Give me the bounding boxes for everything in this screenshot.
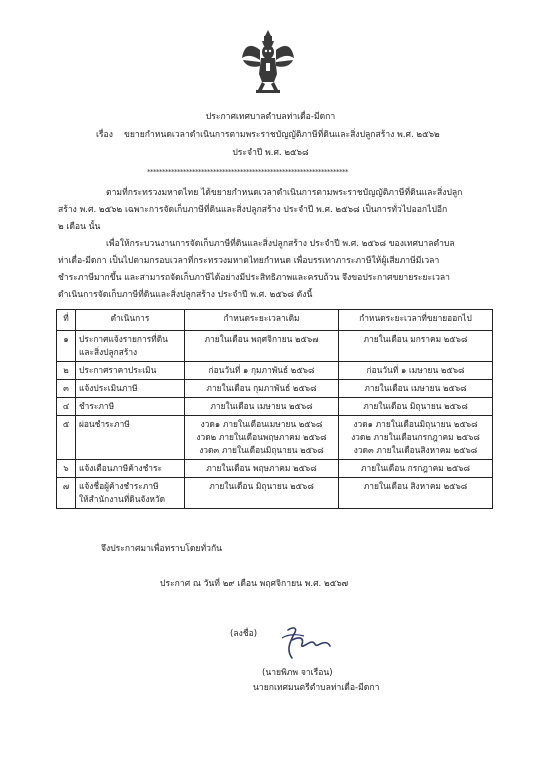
table-row (57, 362, 493, 380)
cell-line: งวด๒ ภายในเดือนกรกฎาคม ๒๕๖๘ (351, 432, 480, 442)
paragraph-1 (58, 185, 488, 236)
cell-line: งวด๓ ภายในเดือนมิถุนายน ๒๕๖๘ (199, 445, 324, 455)
handwritten-signature (278, 624, 332, 664)
paragraph-line: ชำระภาษีมากขึ้น และสามารถจัดเก็บภาษีได้อย่างมีประสิทธิภาพและครบถ้วน จึงขอประกาศขยายระยะเวลา (58, 273, 450, 283)
table-row (57, 331, 493, 362)
column-header-no: ที่ (57, 310, 76, 331)
row-action (76, 416, 185, 460)
row-number (57, 380, 76, 398)
cell-line: ภายในเดือน เมษายน ๒๕๖๘ (364, 383, 467, 393)
paragraph-line: ดำเนินการจัดเก็บภาษีที่ดินและสิ่งปลูกสร้าง ประจำปี พ.ศ. ๒๕๖๘ ดังนี้ (58, 290, 313, 300)
document-subject: ขยายกำหนดเวลาดำเนินการตามพระราชบัญญัติภาษีที่ดินและสิ่งปลูกสร้าง พ.ศ. ๒๕๖๒ (124, 130, 440, 140)
signed-label: (ลงชื่อ) (230, 629, 258, 639)
row-action (76, 398, 185, 416)
table-header-row (57, 310, 493, 331)
subject-label: เรื่อง (96, 130, 113, 140)
row-action (76, 380, 185, 398)
column-header-extended: กำหนดระยะเวลาที่ขยายออกไป (339, 310, 493, 331)
row-original-deadline (185, 380, 339, 398)
cell-line: ภายในเดือน เมษายน ๒๕๖๘ (210, 401, 313, 411)
cell-line: ภายในเดือน มิถุนายน ๒๕๖๘ (209, 481, 314, 491)
table-row (57, 398, 493, 416)
cell-line: ๗ (62, 481, 70, 491)
row-action (76, 331, 185, 362)
cell-line: ภายในเดือน สิงหาคม ๒๕๖๘ (363, 481, 468, 491)
cell-line: งวด๑ ภายในเดือนมิถุนายน ๒๕๖๘ (353, 419, 478, 429)
row-action (76, 478, 185, 509)
separator: ******************************************************************* (147, 168, 348, 176)
row-extended-deadline (339, 362, 493, 380)
row-original-deadline (185, 478, 339, 509)
row-number (57, 362, 76, 380)
garuda-emblem-icon (240, 28, 296, 98)
cell-line: ประกาศราคาประเมิน (79, 365, 157, 375)
cell-line: ๒ (63, 365, 69, 375)
table-row (57, 460, 493, 478)
cell-line: ภายในเดือน พฤศจิกายน ๒๕๖๗ (204, 334, 319, 344)
cell-line: ภายในเดือน มกราคม ๒๕๖๘ (363, 334, 468, 344)
cell-line: ผ่อนชำระภาษี (79, 419, 130, 429)
row-original-deadline (185, 416, 339, 460)
document-org: ประกาศเทศบาลตำบลท่าเดื่อ-มีดกา (205, 112, 336, 122)
cell-line: ให้สำนักงานที่ดินจังหวัด (79, 494, 166, 504)
cell-line: และสิ่งปลูกสร้าง (79, 347, 138, 357)
table-row (57, 478, 493, 509)
row-original-deadline (185, 460, 339, 478)
cell-line: งวด๓ ภายในเดือนสิงหาคม ๒๕๖๘ (353, 445, 478, 455)
cell-line: งวด๒ ภายในเดือนพฤษภาคม ๒๕๖๘ (196, 432, 327, 442)
row-action (76, 460, 185, 478)
paragraph-line: ท่าเดื่อ-มีดกา เป็นไปตามกรอบเวลาที่กระทรวงมหาดไทยกำหนด เพื่อบรรเทาภาระภาษีให้ผู้เสียภาษีมีเวลา (58, 256, 440, 266)
cell-line: แจ้งประเมินภาษี (79, 383, 138, 393)
row-extended-deadline (339, 460, 493, 478)
cell-line: ภายในเดือน กรกฎาคม ๒๕๖๘ (360, 463, 471, 473)
paragraph-line: เพื่อให้กระบวนงานการจัดเก็บภาษีที่ดินและสิ่งปลูกสร้าง ประจำปี พ.ศ. ๒๕๖๘ ของเทศบาลตำบล (106, 239, 455, 249)
row-original-deadline (185, 398, 339, 416)
row-number (57, 331, 76, 362)
column-header-original: กำหนดระยะเวลาเดิม (185, 310, 339, 331)
column-header-action: ดำเนินการ (76, 310, 185, 331)
document-year: ประจำปี พ.ศ. ๒๕๖๘ (232, 148, 309, 158)
cell-line: งวด๑ ภายในเดือนเมษายน ๒๕๖๘ (200, 419, 323, 429)
cell-line: ภายในเดือน กุมภาพันธ์ ๒๕๖๘ (206, 383, 317, 393)
cell-line: แจ้งชื่อผู้ค้างชำระภาษี (79, 481, 159, 491)
cell-line: ๑ (63, 334, 69, 344)
row-extended-deadline (339, 398, 493, 416)
row-original-deadline (185, 362, 339, 380)
cell-line: ประกาศแจ้งรายการที่ดิน (79, 334, 168, 344)
cell-line: ๓ (63, 383, 69, 393)
row-extended-deadline (339, 380, 493, 398)
row-extended-deadline (339, 331, 493, 362)
row-number (57, 460, 76, 478)
signatory-name: (นายพิภพ จาเรือน) (262, 668, 333, 678)
cell-line: ก่อนวันที่ ๑ กุมภาพันธ์ ๒๕๖๘ (208, 365, 315, 375)
row-number (57, 478, 76, 509)
cell-line: ภายในเดือน พฤษภาคม ๒๕๖๘ (206, 463, 317, 473)
paragraph-line: ตามที่กระทรวงมหาดไทย ได้ขยายกำหนดเวลาดำเนินการตามพระราชบัญญัติภาษีที่ดินและสิ่งปลูก (106, 188, 463, 198)
table-row (57, 380, 493, 398)
schedule-table (56, 309, 493, 509)
paragraph-2 (58, 236, 488, 304)
cell-line: แจ้งเตือนภาษีค้างชำระ (79, 463, 162, 473)
notice-text: จึงประกาศมาเพื่อทราบโดยทั่วกัน (101, 544, 223, 554)
row-original-deadline (185, 331, 339, 362)
row-action (76, 362, 185, 380)
table-row (57, 416, 493, 460)
cell-line: ๔ (62, 401, 70, 411)
row-number (57, 398, 76, 416)
cell-line: ๕ (62, 419, 70, 429)
signatory-position: นายกเทศมนตรีตำบลท่าเดื่อ-มีดกา (253, 683, 380, 693)
row-extended-deadline (339, 478, 493, 509)
row-number (57, 416, 76, 460)
cell-line: ๖ (63, 463, 69, 473)
paragraph-line: ๒ เดือน นั้น (58, 222, 101, 232)
row-extended-deadline (339, 416, 493, 460)
announcement-date: ประกาศ ณ วันที่ ๒๙ เดือน พฤศจิกายน พ.ศ. ๒๕๖๗ (160, 579, 349, 589)
cell-line: ก่อนวันที่ ๑ เมษายน ๒๕๖๘ (366, 365, 465, 375)
cell-line: ภายในเดือน มิถุนายน ๒๕๖๘ (363, 401, 468, 411)
cell-line: ชำระภาษี (79, 401, 115, 411)
paragraph-line: สร้าง พ.ศ. ๒๕๖๒ เฉพาะการจัดเก็บภาษีที่ดินและสิ่งปลูกสร้าง ประจำปี พ.ศ. ๒๕๖๘ เป็นการทั่วไปออกไปอีก (58, 205, 448, 215)
